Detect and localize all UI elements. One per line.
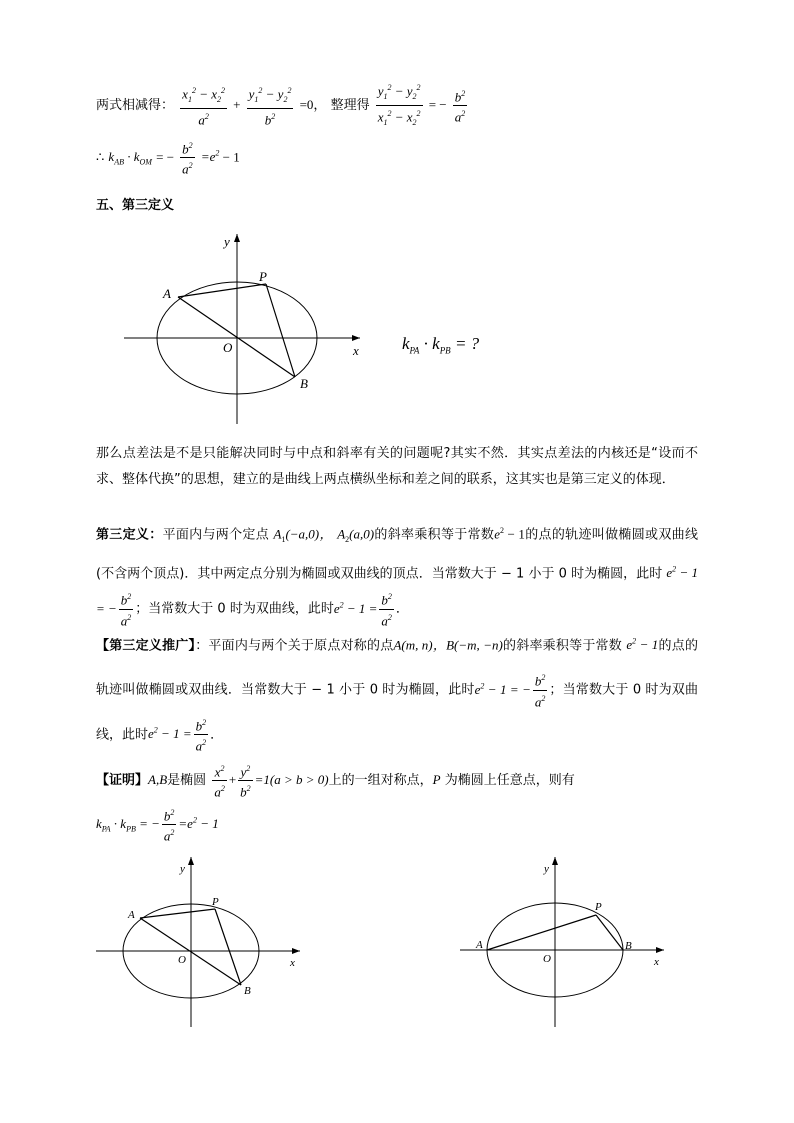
definition-extension: 【第三定义推广】：平面内与两个关于原点对称的点A(m, n)，B(−m, −n)的斜率乘积等于常数 $e^2 - 1$的点的轨迹叫做椭圆或双曲线．当常数大于 − 1 小于 0 时为椭圆，此时$e^2 - 1$ = − $\frac{b^2}{a^2}$ ；当常数大于 0 时为双曲线，此时$e^2 - 1$ = $\frac{b^2}{a^2}$ ． <box>96 637 698 754</box>
fraction-y: $\frac{y_1^2 - y_2^2}{b^2}$ <box>247 83 294 128</box>
eq-minus: = − <box>428 96 447 112</box>
svg-text:O: O <box>223 340 233 355</box>
svg-text:y: y <box>224 234 230 249</box>
figure-2 <box>92 852 312 1032</box>
svg-text:y: y <box>180 863 185 875</box>
svg-text:O: O <box>178 954 186 966</box>
lead-text: 两式相减得： <box>96 97 175 113</box>
svg-text:y: y <box>544 863 549 875</box>
figure-3 <box>456 852 676 1032</box>
fraction-ratio: $\frac{y_1^2 - y_2^2}{x_1^2 - x_2^2}$ <box>376 80 423 131</box>
svg-text:A: A <box>128 909 135 921</box>
svg-text:B: B <box>300 376 308 391</box>
eq-zero: =0， <box>299 96 327 112</box>
eq-minus-2: = − <box>156 149 175 165</box>
third-definition: 第三定义：平面内与两个定点 $A_1(-a,0)$， $A_2(a,0)$的斜率乘积等于常数$e^2 - 1$的点的轨迹叫做椭圆或双曲线(不含两个顶点)．其中两定点分别为椭圆或双曲线的顶点．当常数大于 − 1 小于 0 时为椭圆，此时 $e^2 - 1$ = − $\frac{b^2}{a^2}$ ；当常数大于 0 时为双曲线，此时$e^2 - 1$ = $\frac{b^2}{a^2}$ ． <box>96 526 698 628</box>
svg-text:P: P <box>259 269 267 284</box>
therefore-symbol: ∴ <box>96 149 105 165</box>
svg-text:P: P <box>212 896 219 908</box>
proof-paragraph: 【证明】A,B是椭圆 $\frac{x^2}{a^2}$ + $\frac{y^2}{b^2}$ =1(a > b > 0)上的一组对称点，P 为椭圆上任意点，则有 $k_{PA} \cdot k_{PB}$ = − $\frac{b^2}{a^2}$ $=e^2 - 1$ <box>96 760 698 850</box>
section-title: 五、第三定义 <box>96 198 175 213</box>
equation-line-2: ∴ $k_{AB} \cdot k_{OM}$ = − $\frac{b^2}{a^2}$ $=e^2 - 1$ <box>96 138 240 178</box>
svg-text:B: B <box>244 985 251 997</box>
svg-text:x: x <box>353 343 359 358</box>
figure-1-formula: $k_{PA} \cdot k_{PB}$ = ? <box>402 334 480 356</box>
svg-text:A: A <box>476 939 483 951</box>
paragraph-intro: 那么点差法是不是只能解决同时与中点和斜率有关的问题呢?其实不然．其实点差法的内核还是“设而不求、整体代换”的思想，建立的是曲线上两点横纵坐标和差之间的联系，这其实也是第三定义的体现． <box>96 446 698 487</box>
minus-one: − 1 <box>219 149 240 165</box>
svg-text:A: A <box>163 286 171 301</box>
svg-text:P: P <box>595 901 602 913</box>
equation-line-1: 两式相减得： $\frac{x_1^2 - x_2^2}{a^2}$ + $\frac{y_1^2 - y_2^2}{b^2}$ =0， 整理得 $\frac{y_1^2 - y_2^2}{x_1^2 - x_2^2}$ = − $\frac{b^2}{a^2}$ <box>96 80 469 131</box>
fraction-b2a2: $\frac{b^2}{a^2}$ <box>453 86 468 126</box>
svg-text:B: B <box>625 940 632 952</box>
fraction-x: $\frac{x_1^2 - x_2^2}{a^2}$ <box>180 83 227 128</box>
figure-1 <box>120 228 500 428</box>
svg-text:x: x <box>290 957 295 969</box>
svg-text:O: O <box>543 953 551 965</box>
mid-text: 整理得 <box>330 97 370 113</box>
svg-text:x: x <box>654 956 659 968</box>
